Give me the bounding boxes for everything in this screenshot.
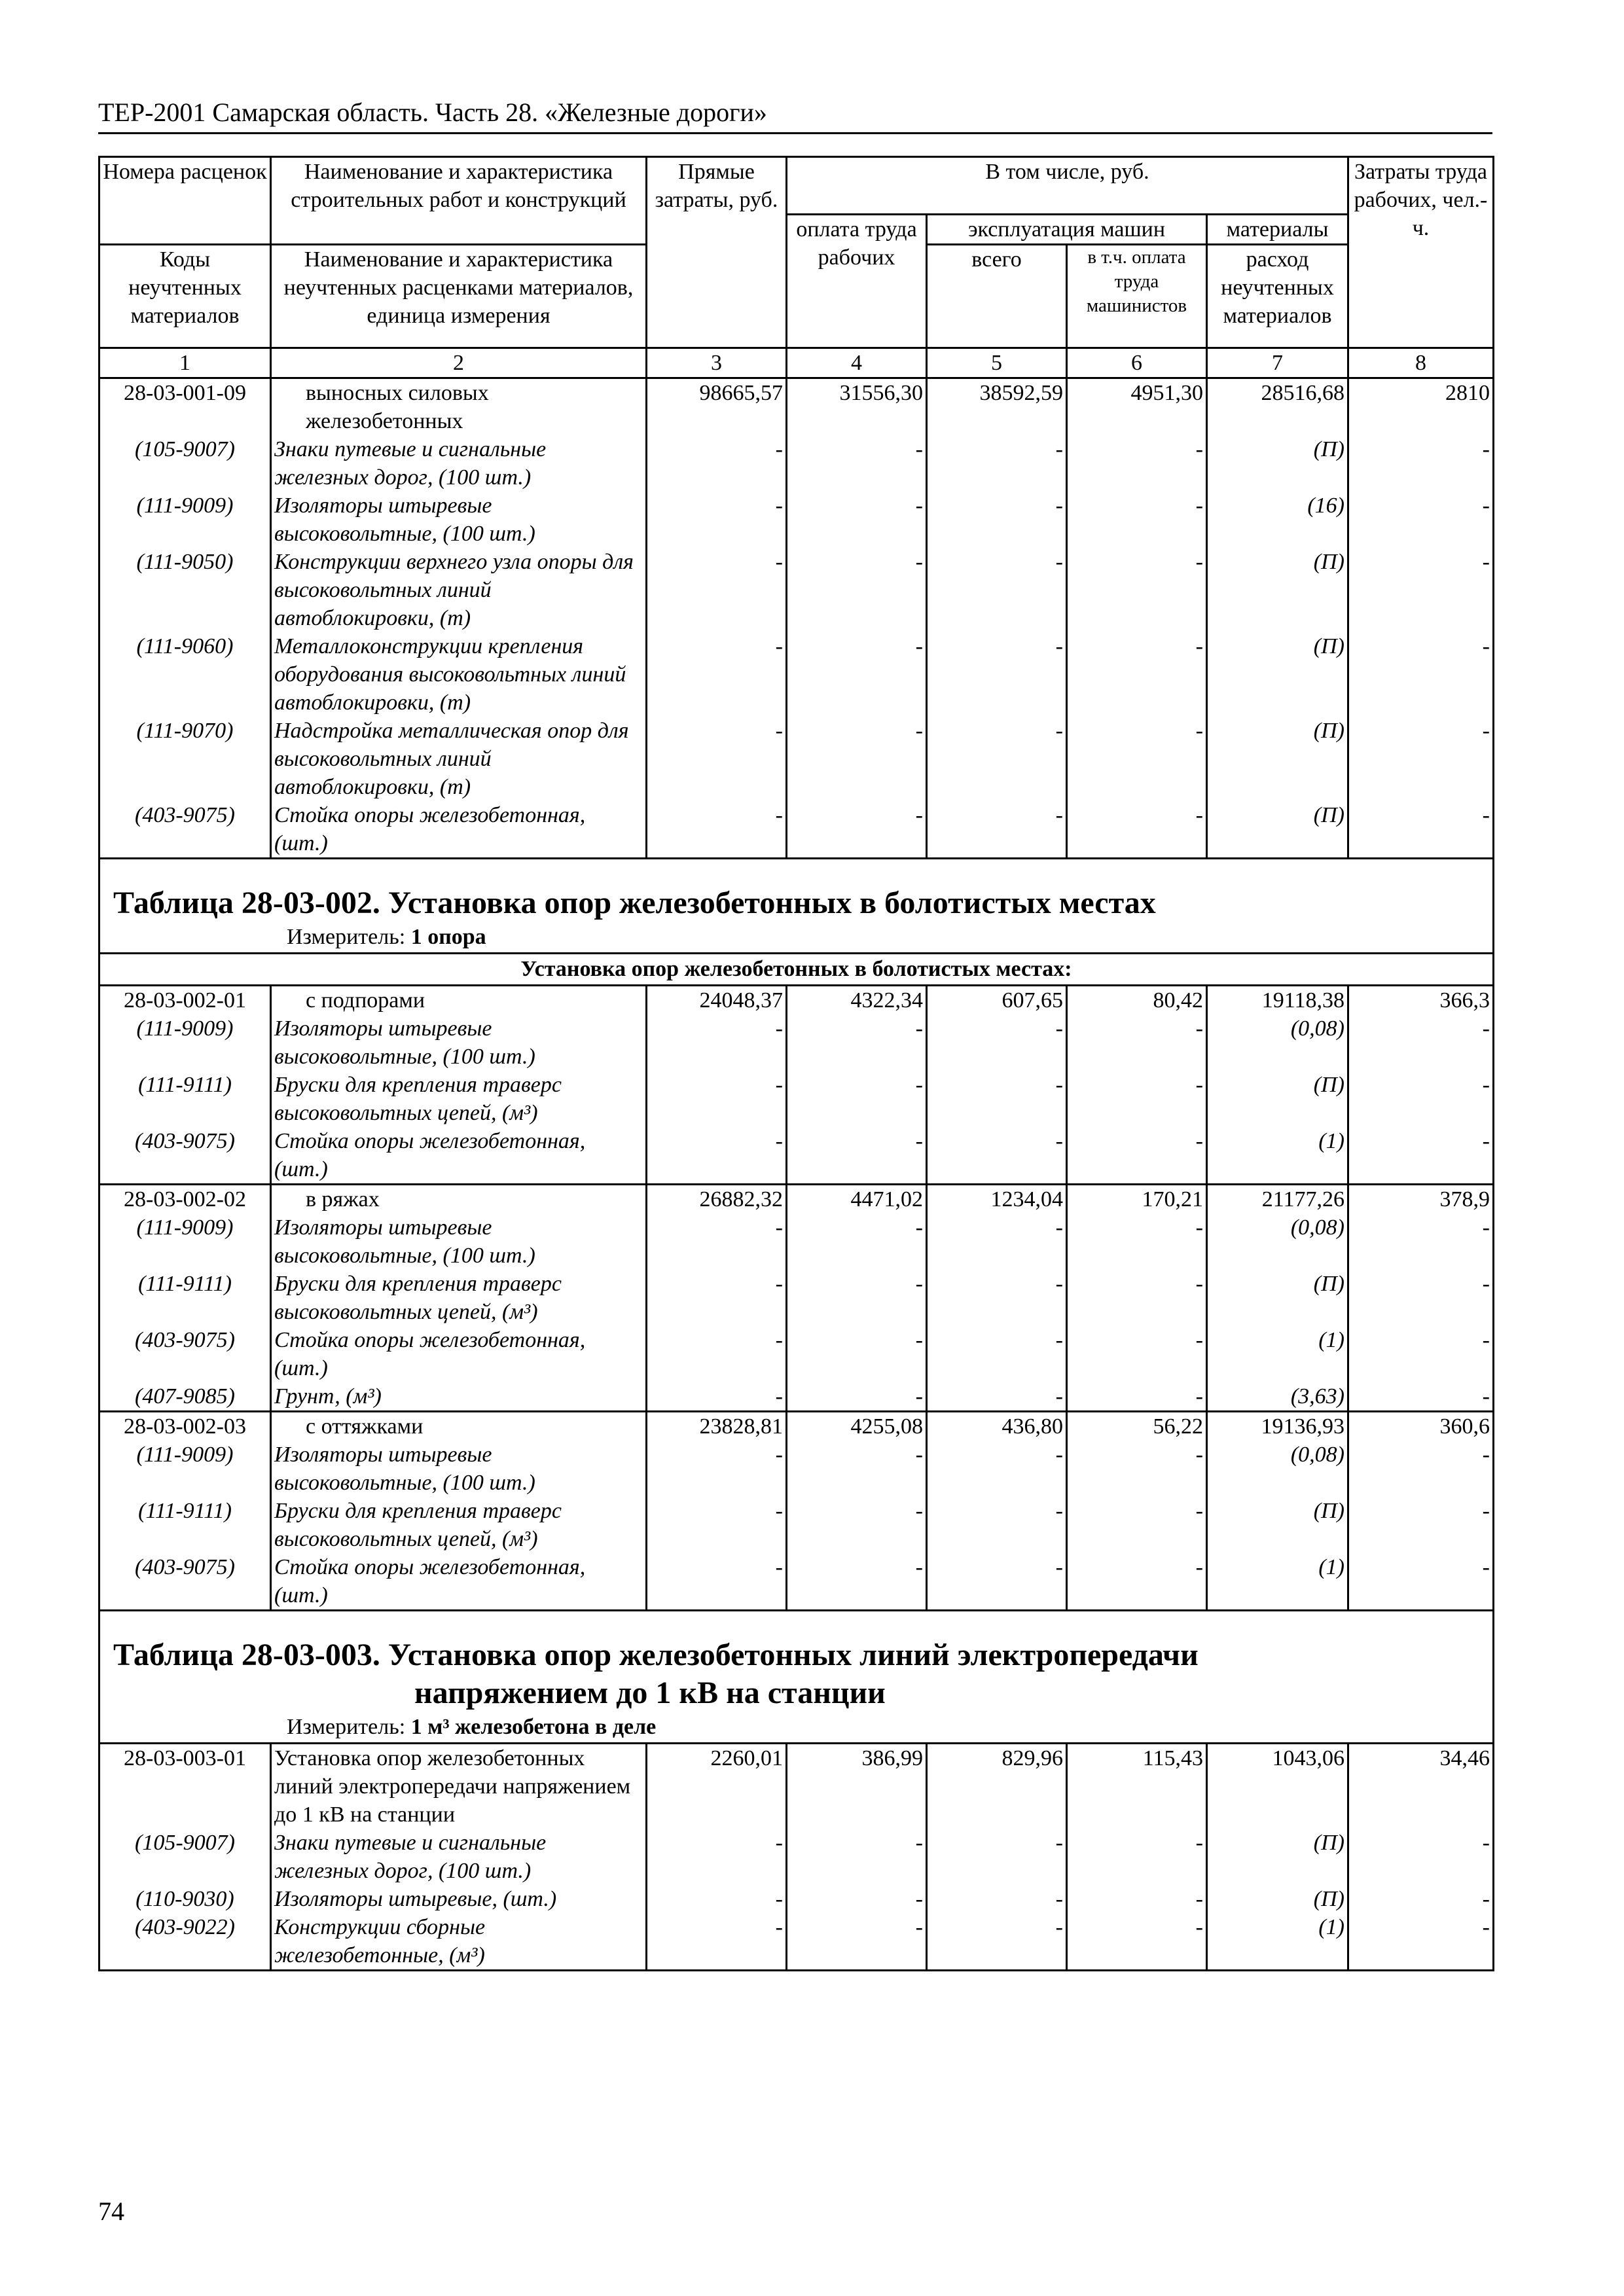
rate-row — [99, 1743, 1494, 1829]
item-name-cell: в ряжах — [271, 1184, 647, 1213]
labor-costs-cell: - — [1348, 1127, 1494, 1185]
wages-cell: - — [787, 1270, 927, 1326]
rate-code-cell: (403-9075) — [99, 801, 271, 859]
col-labor-costs-header: Затраты труда рабочих, чел.-ч. — [1348, 157, 1494, 348]
item-name-cell: Изоляторы штыревые высоковольтные, (100 шт.) — [271, 1441, 647, 1497]
machines-total-cell: 436,80 — [927, 1411, 1067, 1441]
machinist-wages-cell: - — [1067, 1071, 1207, 1127]
rate-code-cell: (403-9075) — [99, 1326, 271, 1382]
wages-cell: - — [787, 717, 927, 801]
machinist-wages-cell: - — [1067, 1441, 1207, 1497]
wages-cell: - — [787, 435, 927, 492]
materials-cell: (П) — [1207, 435, 1348, 492]
materials-cell: (П) — [1207, 1497, 1348, 1553]
rate-code-cell: (111-9111) — [99, 1270, 271, 1326]
machinist-wages-cell: 80,42 — [1067, 985, 1207, 1014]
labor-costs-cell: - — [1348, 801, 1494, 859]
labor-costs-cell: - — [1348, 1270, 1494, 1326]
materials-cell: (П) — [1207, 1071, 1348, 1127]
labor-costs-cell: 360,6 — [1348, 1411, 1494, 1441]
rate-code-cell: 28-03-002-01 — [99, 985, 271, 1014]
col-work-name-header: Наименование и характеристика строительных работ и конструкций — [271, 157, 647, 215]
direct-costs-cell: - — [647, 801, 787, 859]
wages-cell: 4255,08 — [787, 1411, 927, 1441]
direct-costs-cell: - — [647, 1382, 787, 1412]
materials-cell: (1) — [1207, 1553, 1348, 1611]
machines-total-cell: 38592,59 — [927, 378, 1067, 435]
item-name-cell: Стойка опоры железобетонная, (шт.) — [271, 801, 647, 859]
materials-cell: (0,08) — [1207, 1014, 1348, 1071]
direct-costs-cell: - — [647, 1071, 787, 1127]
materials-cell: 1043,06 — [1207, 1743, 1348, 1829]
item-name-cell: Грунт, (м³) — [271, 1382, 647, 1412]
rate-code-cell: (111-9111) — [99, 1071, 271, 1127]
machinist-wages-cell: - — [1067, 1382, 1207, 1412]
rate-code-cell: 28-03-003-01 — [99, 1743, 271, 1829]
rate-code-cell: (403-9022) — [99, 1913, 271, 1971]
labor-costs-cell: - — [1348, 1829, 1494, 1885]
machines-total-cell: - — [927, 1213, 1067, 1270]
rate-code-cell: (111-9009) — [99, 1213, 271, 1270]
material-row — [99, 1213, 1494, 1270]
materials-cell: 21177,26 — [1207, 1184, 1348, 1213]
materials-cell: (3,63) — [1207, 1382, 1348, 1412]
machines-total-cell: - — [927, 632, 1067, 717]
wages-cell: - — [787, 1497, 927, 1553]
materials-cell: (П) — [1207, 548, 1348, 632]
col-machines-header: эксплуатация машин — [927, 214, 1207, 244]
machines-total-cell: - — [927, 492, 1067, 548]
material-row — [99, 1441, 1494, 1497]
rates-table — [98, 156, 1494, 1971]
rate-code-cell: (111-9009) — [99, 1014, 271, 1071]
direct-costs-cell: 24048,37 — [647, 985, 787, 1014]
material-row — [99, 435, 1494, 492]
table-28-03-002-measure: Измеритель: 1 опора — [99, 922, 1494, 954]
machinist-wages-cell: - — [1067, 548, 1207, 632]
material-row — [99, 1913, 1494, 1971]
table-28-03-002-title: Таблица 28-03-002. Установка опор железобетонных в болотистых местах — [99, 858, 1494, 922]
labor-costs-cell: - — [1348, 1326, 1494, 1382]
machines-total-cell: - — [927, 717, 1067, 801]
col-rate-number-header: Номера расценок — [99, 157, 271, 215]
material-row — [99, 1270, 1494, 1326]
wages-cell: - — [787, 632, 927, 717]
wages-cell: - — [787, 1829, 927, 1885]
item-name-cell: с подпорами — [271, 985, 647, 1014]
machinist-wages-cell: - — [1067, 1127, 1207, 1185]
wages-cell: - — [787, 1913, 927, 1971]
wages-cell: 4471,02 — [787, 1184, 927, 1213]
rate-code-cell: (111-9111) — [99, 1497, 271, 1553]
labor-costs-cell: - — [1348, 717, 1494, 801]
labor-costs-cell: - — [1348, 1014, 1494, 1071]
direct-costs-cell: 2260,01 — [647, 1743, 787, 1829]
machinist-wages-cell: - — [1067, 492, 1207, 548]
labor-costs-cell: - — [1348, 1553, 1494, 1611]
direct-costs-cell: - — [647, 1127, 787, 1185]
labor-costs-cell: 2810 — [1348, 378, 1494, 435]
wages-cell: - — [787, 1071, 927, 1127]
item-name-cell: Конструкции сборные железобетонные, (м³) — [271, 1913, 647, 1971]
machinist-wages-cell: - — [1067, 435, 1207, 492]
materials-cell: (П) — [1207, 1270, 1348, 1326]
col-wages-header: оплата труда рабочих — [787, 214, 927, 348]
machinist-wages-cell: - — [1067, 717, 1207, 801]
material-row — [99, 1553, 1494, 1611]
direct-costs-cell: - — [647, 1553, 787, 1611]
machinist-wages-cell: - — [1067, 1497, 1207, 1553]
rate-row — [99, 1184, 1494, 1213]
table-28-03-001-section — [99, 378, 1494, 858]
item-name-cell: Изоляторы штыревые высоковольтные, (100 шт.) — [271, 492, 647, 548]
machines-total-cell: 829,96 — [927, 1743, 1067, 1829]
wages-cell: 4322,34 — [787, 985, 927, 1014]
item-name-cell: Стойка опоры железобетонная, (шт.) — [271, 1326, 647, 1382]
material-row — [99, 717, 1494, 801]
rate-code-cell: 28-03-002-03 — [99, 1411, 271, 1441]
direct-costs-cell: - — [647, 1913, 787, 1971]
table-28-03-002-subheading: Установка опор железобетонных в болотистых местах: — [99, 953, 1494, 985]
direct-costs-cell: - — [647, 717, 787, 801]
machinist-wages-cell: 56,22 — [1067, 1411, 1207, 1441]
item-name-cell: Знаки путевые и сигнальные железных дорог, (100 шт.) — [271, 1829, 647, 1885]
rate-code-cell: (110-9030) — [99, 1885, 271, 1913]
machinist-wages-cell: - — [1067, 632, 1207, 717]
direct-costs-cell: - — [647, 1885, 787, 1913]
rate-row — [99, 1411, 1494, 1441]
rate-code-cell: (111-9009) — [99, 1441, 271, 1497]
labor-costs-cell: - — [1348, 1913, 1494, 1971]
item-name-cell: Стойка опоры железобетонная, (шт.) — [271, 1553, 647, 1611]
item-name-cell: Изоляторы штыревые высоковольтные, (100 шт.) — [271, 1014, 647, 1071]
materials-cell: 28516,68 — [1207, 378, 1348, 435]
table-28-03-002-heading — [99, 858, 1494, 985]
machines-total-cell: - — [927, 1270, 1067, 1326]
machinist-wages-cell: - — [1067, 801, 1207, 859]
item-name-cell: Знаки путевые и сигнальные железных дорог, (100 шт.) — [271, 435, 647, 492]
machines-total-cell: - — [927, 435, 1067, 492]
rate-code-cell: (111-9009) — [99, 492, 271, 548]
item-name-cell: Бруски для крепления траверс высоковольтных цепей, (м³) — [271, 1071, 647, 1127]
machinist-wages-cell: - — [1067, 1553, 1207, 1611]
machines-total-cell: - — [927, 1497, 1067, 1553]
wages-cell: 386,99 — [787, 1743, 927, 1829]
materials-cell: (1) — [1207, 1127, 1348, 1185]
rate-code-cell: 28-03-001-09 — [99, 378, 271, 435]
labor-costs-cell: - — [1348, 1213, 1494, 1270]
materials-cell: (1) — [1207, 1326, 1348, 1382]
materials-cell: (П) — [1207, 632, 1348, 717]
direct-costs-cell: - — [647, 435, 787, 492]
table-28-03-003-heading — [99, 1610, 1494, 1743]
material-row — [99, 1497, 1494, 1553]
materials-cell: (16) — [1207, 492, 1348, 548]
machines-total-cell: - — [927, 1326, 1067, 1382]
machinist-wages-cell: 115,43 — [1067, 1743, 1207, 1829]
material-row — [99, 492, 1494, 548]
machines-total-cell: - — [927, 1553, 1067, 1611]
labor-costs-cell: - — [1348, 1441, 1494, 1497]
wages-cell: - — [787, 1885, 927, 1913]
rate-28-03-002-02-group — [99, 1184, 1494, 1411]
labor-costs-cell: - — [1348, 492, 1494, 548]
machinist-wages-cell: 4951,30 — [1067, 378, 1207, 435]
direct-costs-cell: - — [647, 1213, 787, 1270]
wages-cell: - — [787, 1441, 927, 1497]
rate-28-03-002-01-group — [99, 985, 1494, 1184]
materials-cell: (0,08) — [1207, 1441, 1348, 1497]
material-row — [99, 1382, 1494, 1412]
material-row — [99, 548, 1494, 632]
col-material-name-header: Наименование и характеристика неучтенных расценками материалов, единица измерения — [271, 244, 647, 348]
item-name-cell: Надстройка металлическая опор для высоковольтных линий автоблокировки, (т) — [271, 717, 647, 801]
materials-cell: 19118,38 — [1207, 985, 1348, 1014]
machinist-wages-cell: - — [1067, 1913, 1207, 1971]
col-materials-header: расход неучтенных материалов — [1207, 244, 1348, 348]
materials-cell: (П) — [1207, 801, 1348, 859]
wages-cell: 31556,30 — [787, 378, 927, 435]
rate-code-cell: (407-9085) — [99, 1382, 271, 1412]
material-row — [99, 1326, 1494, 1382]
table-28-03-003-title: Таблица 28-03-003. Установка опор железобетонных линий электропередачи напряжением до 1 кВ на станции — [99, 1610, 1494, 1712]
rate-code-cell: (111-9050) — [99, 548, 271, 632]
col-direct-costs-header: Прямые затраты, руб. — [647, 157, 787, 348]
machines-total-cell: - — [927, 1127, 1067, 1185]
rate-28-03-002-03-group — [99, 1411, 1494, 1610]
direct-costs-cell: - — [647, 492, 787, 548]
rate-28-03-003-01-group — [99, 1743, 1494, 1970]
rate-code-cell: (403-9075) — [99, 1553, 271, 1611]
rate-code-cell: (111-9060) — [99, 632, 271, 717]
wages-cell: - — [787, 548, 927, 632]
rate-row — [99, 985, 1494, 1014]
labor-costs-cell: 366,3 — [1348, 985, 1494, 1014]
col-including-header: В том числе, руб. — [787, 157, 1348, 215]
machines-total-cell: - — [927, 1071, 1067, 1127]
labor-costs-cell: - — [1348, 548, 1494, 632]
direct-costs-cell: 23828,81 — [647, 1411, 787, 1441]
direct-costs-cell: - — [647, 1441, 787, 1497]
rate-code-cell: 28-03-002-02 — [99, 1184, 271, 1213]
wages-cell: - — [787, 801, 927, 859]
item-name-cell: Металлоконструкции крепления оборудования высоковольтных линий автоблокировки, (т) — [271, 632, 647, 717]
wages-cell: - — [787, 1213, 927, 1270]
machines-total-cell: - — [927, 1913, 1067, 1971]
direct-costs-cell: - — [647, 1326, 787, 1382]
direct-costs-cell: - — [647, 1497, 787, 1553]
column-numbers-row: 1 2 3 4 5 6 7 8 — [99, 348, 1494, 378]
item-name-cell: Конструкции верхнего узла опоры для высоковольтных линий автоблокировки, (т) — [271, 548, 647, 632]
wages-cell: - — [787, 1553, 927, 1611]
machines-total-cell: 1234,04 — [927, 1184, 1067, 1213]
table-28-03-003-measure: Измеритель: 1 м³ железобетона в деле — [99, 1712, 1494, 1744]
material-row — [99, 632, 1494, 717]
rate-row — [99, 378, 1494, 435]
header-rule — [98, 132, 1492, 134]
labor-costs-cell: 378,9 — [1348, 1184, 1494, 1213]
direct-costs-cell: 26882,32 — [647, 1184, 787, 1213]
labor-costs-cell: - — [1348, 1071, 1494, 1127]
col-materials-group-header: материалы — [1207, 214, 1348, 244]
rate-code-cell: (105-9007) — [99, 1829, 271, 1885]
material-row — [99, 801, 1494, 859]
page-number: 74 — [98, 2197, 124, 2226]
wages-cell: - — [787, 1127, 927, 1185]
page-header: ТЕР-2001 Самарская область. Часть 28. «Железные дороги» — [98, 98, 767, 127]
direct-costs-cell: - — [647, 1829, 787, 1885]
item-name-cell: Установка опор железобетонных линий электропередачи напряжением до 1 кВ на станции — [271, 1743, 647, 1829]
wages-cell: - — [787, 1326, 927, 1382]
wages-cell: - — [787, 1014, 927, 1071]
material-row — [99, 1127, 1494, 1185]
rate-code-cell: (111-9070) — [99, 717, 271, 801]
direct-costs-cell: - — [647, 632, 787, 717]
col-material-codes-header: Коды неучтенных материалов — [99, 244, 271, 348]
machines-total-cell: - — [927, 1829, 1067, 1885]
wages-cell: - — [787, 492, 927, 548]
item-name-cell: с оттяжками — [271, 1411, 647, 1441]
labor-costs-cell: - — [1348, 632, 1494, 717]
materials-cell: (П) — [1207, 1829, 1348, 1885]
direct-costs-cell: - — [647, 1014, 787, 1071]
machinist-wages-cell: - — [1067, 1213, 1207, 1270]
machinist-wages-cell: - — [1067, 1014, 1207, 1071]
item-name-cell: Изоляторы штыревые высоковольтные, (100 шт.) — [271, 1213, 647, 1270]
machines-total-cell: 607,65 — [927, 985, 1067, 1014]
col-machines-total-header: всего — [927, 244, 1067, 348]
labor-costs-cell: - — [1348, 1497, 1494, 1553]
material-row — [99, 1071, 1494, 1127]
materials-cell: 19136,93 — [1207, 1411, 1348, 1441]
item-name-cell: Изоляторы штыревые, (шт.) — [271, 1885, 647, 1913]
machinist-wages-cell: 170,21 — [1067, 1184, 1207, 1213]
material-row — [99, 1014, 1494, 1071]
machines-total-cell: - — [927, 1014, 1067, 1071]
machines-total-cell: - — [927, 1885, 1067, 1913]
col-machinist-wages-header: в т.ч. оплата труда машинистов — [1067, 244, 1207, 348]
machines-total-cell: - — [927, 1382, 1067, 1412]
rate-code-cell: (105-9007) — [99, 435, 271, 492]
labor-costs-cell: - — [1348, 1382, 1494, 1412]
materials-cell: (1) — [1207, 1913, 1348, 1971]
material-row — [99, 1829, 1494, 1885]
direct-costs-cell: - — [647, 1270, 787, 1326]
materials-cell: (П) — [1207, 1885, 1348, 1913]
materials-cell: (П) — [1207, 717, 1348, 801]
item-name-cell: Бруски для крепления траверс высоковольтных цепей, (м³) — [271, 1497, 647, 1553]
material-row — [99, 1885, 1494, 1913]
direct-costs-cell: 98665,57 — [647, 378, 787, 435]
machines-total-cell: - — [927, 801, 1067, 859]
machinist-wages-cell: - — [1067, 1270, 1207, 1326]
labor-costs-cell: 34,46 — [1348, 1743, 1494, 1829]
wages-cell: - — [787, 1382, 927, 1412]
materials-cell: (0,08) — [1207, 1213, 1348, 1270]
machinist-wages-cell: - — [1067, 1885, 1207, 1913]
machinist-wages-cell: - — [1067, 1829, 1207, 1885]
item-name-cell: Бруски для крепления траверс высоковольтных цепей, (м³) — [271, 1270, 647, 1326]
direct-costs-cell: - — [647, 548, 787, 632]
machines-total-cell: - — [927, 548, 1067, 632]
machinist-wages-cell: - — [1067, 1326, 1207, 1382]
labor-costs-cell: - — [1348, 1885, 1494, 1913]
item-name-cell: выносных силовых железобетонных — [271, 378, 647, 435]
rate-code-cell: (403-9075) — [99, 1127, 271, 1185]
labor-costs-cell: - — [1348, 435, 1494, 492]
machines-total-cell: - — [927, 1441, 1067, 1497]
item-name-cell: Стойка опоры железобетонная, (шт.) — [271, 1127, 647, 1185]
